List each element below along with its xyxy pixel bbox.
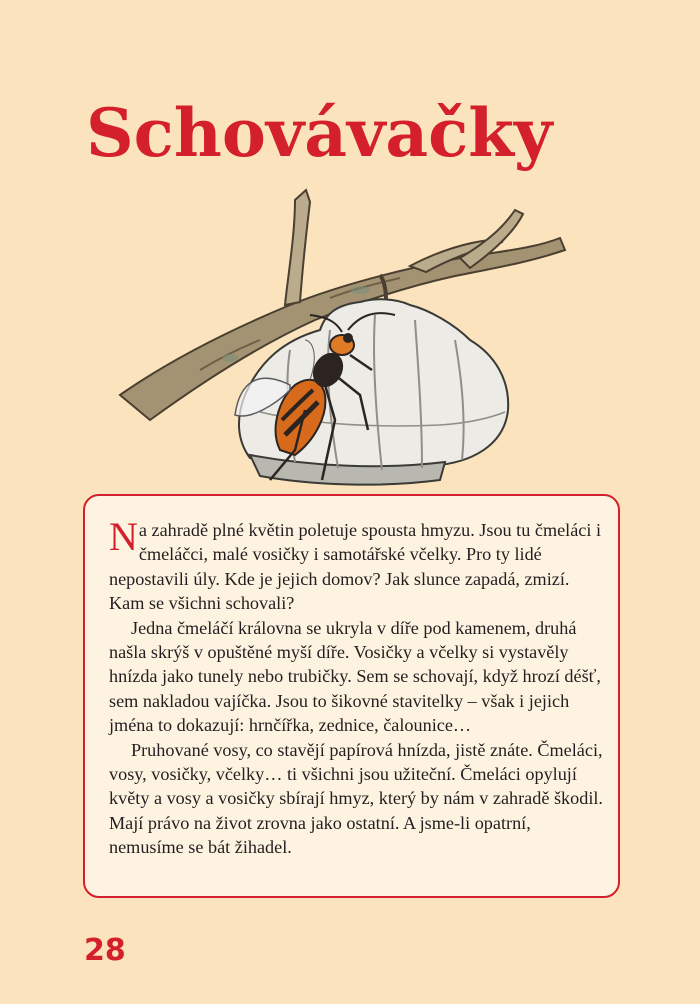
story-text-box [83, 494, 620, 898]
page-number: 28 [84, 933, 126, 968]
story-text [109, 514, 609, 860]
story-paragraph-3: Pruhované vosy, co stavějí papírová hnízda, jistě znáte. Čmeláci, vosy, vosičky, včelky… ti všichni jsou užiteční. Čmeláci opylují květy a vosy a vosičky sbírají hmyz, který by nám v zahradě škodil. Mají právo na život zrovna jako ostatní. A jsme-li opatrní, nemusíme se bát žihadel. [109, 739, 603, 858]
story-paragraph-2: Jedna čmeláčí královna se ukryla v díře pod kamenem, druhá našla skrýš v opuštěné myší díře. Vosičky a včelky si vystavěly hnízda jako tunely nebo trubičky. Sem se schovají, když hrozí déšť, sem nakladou vajíčka. Jsou to šikovné stavitelky – však i jejich jména to dokazují: hrnčířka, zednice, čalounice… [109, 617, 601, 736]
wasp-nest-illustration [110, 180, 580, 525]
story-paragraph-1-text: a zahradě plné květin poletuje spousta hmyzu. Jsou tu čmeláci i čmeláčci, malé vosičky i samotářské včelky. Pro ty lidé nepostavili úly. Kde je jejich domov? Jak slunce zapadá, zmizí. Kam se všichni schovali? [109, 520, 602, 614]
story-paragraph-1 [109, 514, 609, 616]
drop-cap: N [109, 514, 138, 559]
page-title: Schovávačky [86, 94, 553, 172]
